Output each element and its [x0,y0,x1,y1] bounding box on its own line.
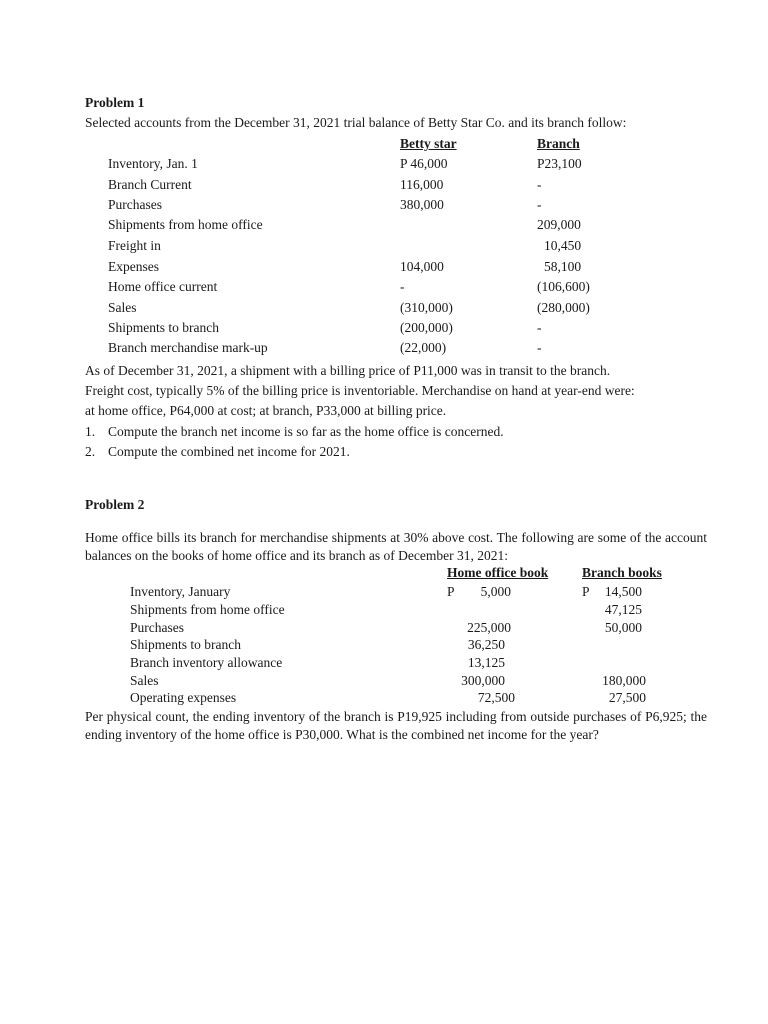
p2-row-label: Sales [130,673,159,688]
p2-row-branch: 27,500 [608,690,646,705]
p2-row-home: 72,500 [477,690,515,705]
p1-row-label: Expenses [108,259,159,274]
p1-col-header-home: Betty star [400,136,457,151]
p1-paragraph-line: at home office, P64,000 at cost; at branch, P33,000 at billing price. [85,403,447,418]
p2-row-label: Purchases [130,620,184,635]
p1-row-home: (200,000) [400,320,453,335]
p2-intro-text: Home office bills its branch for merchandise shipments at 30% above cost. The following are some of the account balances on the books of home office and its branch as of December 31, 2021: [85,530,707,563]
problem-2-title: Problem 2 [85,497,145,512]
p2-row-label: Shipments from home office [130,602,285,617]
p2-row-label: Branch inventory allowance [130,655,283,670]
p2-row-branch: 14,500 [604,584,642,599]
p1-paragraph-line: As of December 31, 2021, a shipment with a billing price of P11,000 was in transit to the branch. [85,363,611,378]
p1-row-home: 380,000 [400,197,444,212]
p2-row-branch: 47,125 [604,602,642,617]
problem-2-intro [85,529,707,565]
p1-row-label: Shipments to branch [108,320,219,335]
p2-row-label: Operating expenses [130,690,237,705]
p1-question-number: 2. [85,444,96,459]
p1-row-label: Home office current [108,279,218,294]
problem-1-intro: Selected accounts from the December 31, 2021 trial balance of Betty Star Co. and its branch follow: [85,115,627,130]
p2-row-home-prefix: P [447,584,455,599]
problem-2-closing [85,708,707,744]
p1-question-number: 1. [85,424,96,439]
p1-question-text: Compute the branch net income is so far as the home office is concerned. [108,424,504,439]
p2-row-home: 36,250 [467,637,505,652]
p1-row-home: P 46,000 [400,156,448,171]
p1-row-home: - [400,279,405,294]
p1-col-header-branch: Branch [537,136,580,151]
p1-row-home: (22,000) [400,340,447,355]
p1-row-label: Purchases [108,197,162,212]
p1-row-branch: (106,600) [537,279,590,294]
p2-closing-text: Per physical count, the ending inventory of the branch is P19,925 including from outside purchases of P6,925; the ending inventory of the home office is P30,000. What is the combined net income for the year? [85,709,707,742]
p2-row-home: 225,000 [467,620,511,635]
p2-row-home: 300,000 [461,673,505,688]
p1-row-label: Branch merchandise mark-up [108,340,268,355]
p1-row-home: 104,000 [400,259,444,274]
p1-row-branch: - [537,320,542,335]
p1-row-branch: 209,000 [537,217,581,232]
p2-row-branch: 180,000 [602,673,646,688]
problem-1-title: Problem 1 [85,95,145,110]
p2-row-home: 5,000 [480,584,511,599]
p1-row-label: Inventory, Jan. 1 [108,156,198,171]
p1-paragraph-line: Freight cost, typically 5% of the billing price is inventoriable. Merchandise on hand at year-end were: [85,383,635,398]
p1-row-branch: - [537,340,542,355]
p1-row-branch: P23,100 [537,156,582,171]
p1-row-branch: - [537,197,542,212]
p1-row-label: Branch Current [108,177,192,192]
p2-row-branch: 50,000 [604,620,642,635]
p1-row-branch: - [537,177,542,192]
p1-row-branch: 58,100 [544,259,582,274]
p1-row-branch: 10,450 [544,238,582,253]
p2-row-label: Shipments to branch [130,637,241,652]
p2-col-header-home: Home office book [447,565,549,580]
p2-row-home: 13,125 [467,655,505,670]
p1-row-label: Freight in [108,238,161,253]
p1-row-branch: (280,000) [537,300,590,315]
p1-row-label: Sales [108,300,137,315]
p2-col-header-branch: Branch books [582,565,662,580]
p2-row-branch-prefix: P [582,584,590,599]
p1-row-home: 116,000 [400,177,444,192]
p1-row-home: (310,000) [400,300,453,315]
p1-row-label: Shipments from home office [108,217,263,232]
p1-question-text: Compute the combined net income for 2021. [108,444,350,459]
p2-row-label: Inventory, January [130,584,231,599]
